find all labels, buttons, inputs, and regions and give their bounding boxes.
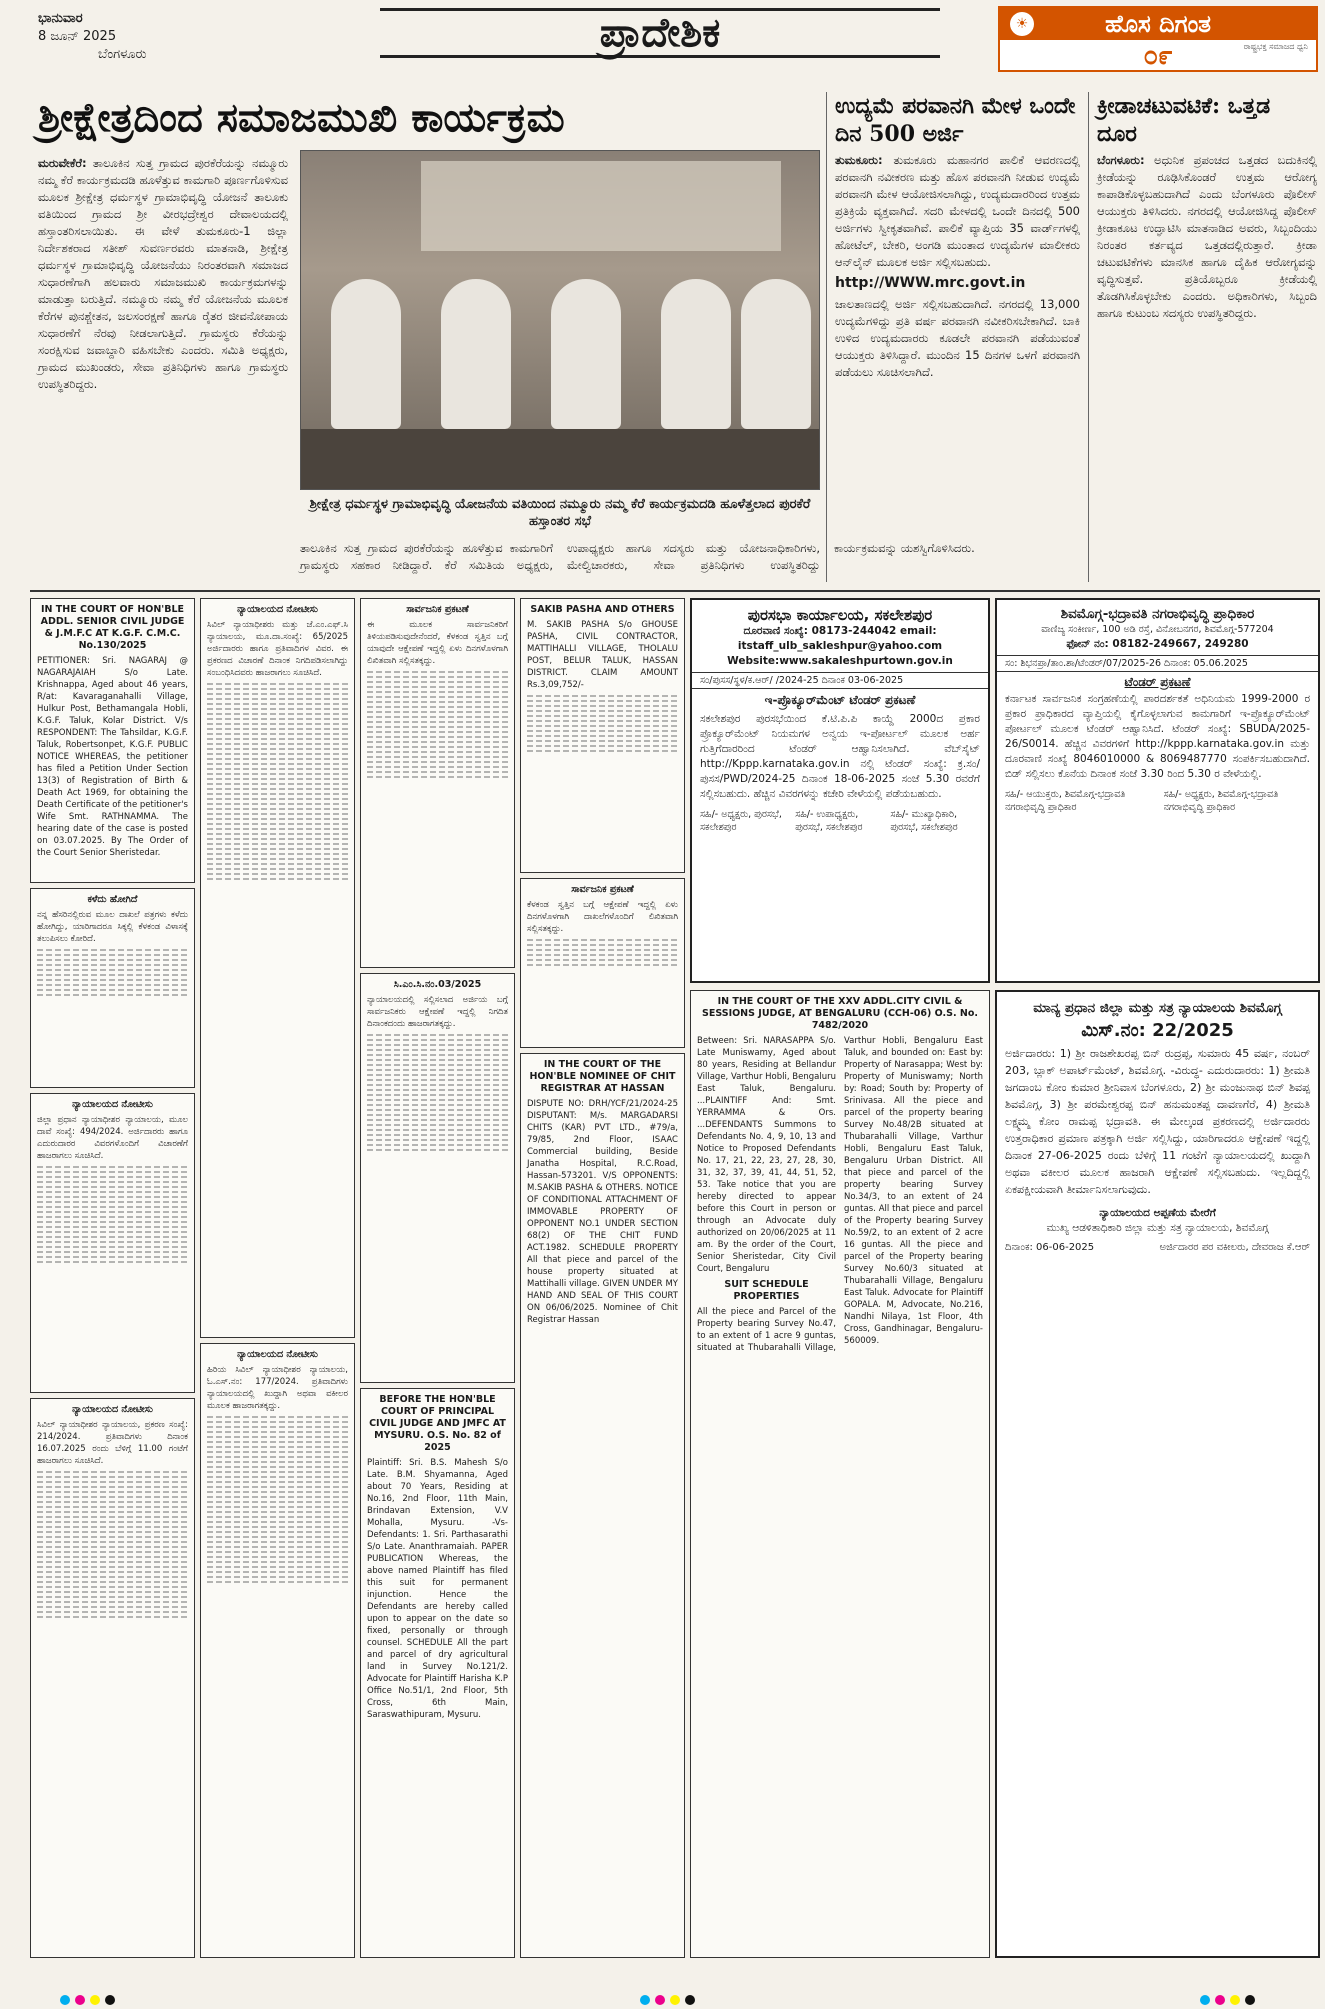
issue-date: 8 ಜೂನ್ 2025 xyxy=(38,29,117,44)
registration-dot xyxy=(90,1995,100,2005)
shimoga-advocate: ಅರ್ಜಿದಾರರ ಪರ ವಕೀಲರು, ದೇವರಾಜ ಕೆ.ಆರ್ xyxy=(1159,1242,1310,1253)
registration-dot xyxy=(655,1995,665,2005)
notice-body: Between: Sri. NARASAPPA S/o. Late Muniswamy, Aged about 80 years, Residing at Bellandur Village, Varthur Hobli, Bengaluru East Taluk, Bengaluru. ...PLAINTIFF And: Smt. YERRAMMA & Ors. ...DEFENDANTS Summons to Defendants No. 4, 9, 10, 13 and Notice to Proposed Defendants No. 17, 21, 22, 23, 27, 28, 30, 31, 32, 37, 39, 41, 44, 51, 52, 53. Take notice that you are hereby directed to appear before this Court in person or through an Advocate duly authorized on 20/06/2025 at 11 am. By the order of the Court, Senior Sheristedar, City Civil Court, Bengaluru xyxy=(697,1036,836,1274)
notice-title: IN THE COURT OF HON'BLE ADDL. SENIOR CIVIL JUDGE & J.M.F.C AT K.G.F. C.M.C. No.130/2025 xyxy=(40,604,185,651)
brand-tagline: ರಾಷ್ಟ್ರಭಕ್ತ ಸಮಾಜದ ಧ್ವನಿ xyxy=(1243,42,1308,51)
notice-title: ನ್ಯಾಯಾಲಯದ ನೋಟೀಸು xyxy=(237,604,318,615)
notice-body: ಈ ಮೂಲಕ ಸಾರ್ವಜನಿಕರಿಗೆ ತಿಳಿಯಪಡಿಸುವುದೇನೆಂದರೆ, ಕೆಳಕಂಡ ಸ್ವತ್ತಿನ ಬಗ್ಗೆ ಯಾವುದೇ ಆಕ್ಷೇಪಣೆ ಇದ್ದಲ್ಲಿ ಏಳು ದಿನಗಳೊಳಗಾಗಿ ಲಿಖಿತವಾಗಿ ಸಲ್ಲಿಸತಕ್ಕದ್ದು. xyxy=(367,620,508,666)
lead-body-lower-text: ತಾಲೂಕಿನ ಸುತ್ತ ಗ್ರಾಮದ ಪುರಕೆರೆಯನ್ನು ಹೂಳೆತ್ತುವ ಕಾಮಗಾರಿಗೆ ಗ್ರಾಮಸ್ಥರು ಸಹಕಾರ ನೀಡಿದ್ದಾರೆ. ಕೆರೆ ಸಮಿತಿಯ ಅಧ್ಯಕ್ಷರು, ಉಪಾಧ್ಯಕ್ಷರು ಹಾಗೂ ಸದಸ್ಯರು ಮತ್ತು ಯೋಜನಾಧಿಕಾರಿಗಳು, ಮೇಲ್ವಿಚಾರಕರು, ಸೇವಾ ಪ್ರತಿನಿಧಿಗಳು ಉಪಸ್ಥಿತರಿದ್ದು ಕಾರ್ಯಕ್ರಮವನ್ನು ಯಶಸ್ವಿಗೊಳಿಸಿದರು. xyxy=(300,541,975,572)
notice-title: ಸಾರ್ವಜನಿಕ ಪ್ರಕಟಣೆ xyxy=(406,604,469,615)
notice-body: ಸಿವಿಲ್ ನ್ಯಾಯಾಧೀಶರ ನ್ಯಾಯಾಲಯ, ಪ್ರಕರಣ ಸಂಖ್ಯೆ: 214/2024. ಪ್ರತಿವಾದಿಗಳು ದಿನಾಂಕ 16.07.2025 ರಂದು ಬೆಳಿಗ್ಗೆ 11.00 ಗಂಟೆಗೆ ಹಾಜರಾಗಲು ಸೂಚಿಸಿದೆ. xyxy=(37,1420,188,1466)
schedule-title: SUIT SCHEDULE PROPERTIES xyxy=(724,1279,809,1302)
suda-address: ವಾಣಿಜ್ಯ ಸಂಕೀರ್ಣ, 100 ಅಡಿ ರಸ್ತೆ, ವಿನೋಬನಗರ, ಶಿವಮೊಗ್ಗ-577204 xyxy=(1041,624,1274,635)
notice-kannada-court xyxy=(200,598,355,1338)
weekday: ಭಾನುವಾರ xyxy=(38,11,83,26)
lead-photo-caption: ಶ್ರೀಕ್ಷೇತ್ರ ಧರ್ಮಸ್ಥಳ ಗ್ರಾಮಾಭಿವೃದ್ಧಿ ಯೋಜನೆಯ ವತಿಯಿಂದ ನಮ್ಮೂರು ನಮ್ಮ ಕೆರೆ ಕಾರ್ಯಕ್ರಮದಡಿ ಹೂಳೆತ್ತಲಾದ ಪುರಕೆರೆ ಹಸ್ತಾಂತರ ಸಭೆ xyxy=(309,497,811,529)
notice-title: ಸಾರ್ವಜನಿಕ ಪ್ರಕಟಣೆ xyxy=(571,884,634,895)
notice-public-1 xyxy=(360,598,515,968)
notice-title: BEFORE THE HON'BLE COURT OF PRINCIPAL CIVIL JUDGE AND JMFC AT MYSURU. O.S. No. 82 of 2025 xyxy=(369,1394,506,1453)
edition-city: ಬೆಂಗಳೂರು xyxy=(98,47,147,62)
story3-body: ಅಧುನಿಕ ಪ್ರಪಂಚದ ಒತ್ತಡದ ಬದುಕಿನಲ್ಲಿ ಕ್ರೀಡೆಯನ್ನು ರೂಢಿಸಿಕೊಂಡರೆ ಉತ್ತಮ ಆರೋಗ್ಯ ಕಾಪಾಡಿಕೊಳ್ಳಬಹುದಾಗಿದೆ ಎಂದು ಬೆಂಗಳೂರು ಪೊಲೀಸ್ ಆಯುಕ್ತರು ತಿಳಿಸಿದರು. ನಗರದಲ್ಲಿ ಆಯೋಜಿಸಿದ್ದ ಪೊಲೀಸ್ ಕ್ರೀಡಾಕೂಟ ಉದ್ಘಾಟಿಸಿ ಮಾತನಾಡಿದ ಅವರು, ಸಿಬ್ಬಂದಿಯು ನಿರಂತರ ಕರ್ತವ್ಯದ ಒತ್ತಡದಲ್ಲಿರುತ್ತಾರೆ. ಕ್ರೀಡಾ ಚಟುವಟಿಕೆಗಳು ಮಾನಸಿಕ ಹಾಗೂ ದೈಹಿಕ ಆರೋಗ್ಯವನ್ನು ವೃದ್ಧಿಸುತ್ತವೆ. ಪ್ರತಿಯೊಬ್ಬರೂ ಕ್ರೀಡೆಯಲ್ಲಿ ತೊಡಗಿಸಿಕೊಳ್ಳಬೇಕು ಎಂದರು. ಅಧಿಕಾರಿಗಳು, ಸಿಬ್ಬಂದಿ ಹಾಗೂ ಕುಟುಂಬ ಸದಸ್ಯರು ಉಪಸ್ಥಿತರಿದ್ದರು. xyxy=(1097,153,1317,320)
story2-dateline: ತುಮಕೂರು: xyxy=(835,153,883,167)
registration-dot xyxy=(1215,1995,1225,2005)
notice-title: ಕಳೆದು ಹೋಗಿದೆ xyxy=(87,894,138,905)
registration-dot xyxy=(60,1995,70,2005)
suda-sign-chairman: ಸಹಿ/- ಅಧ್ಯಕ್ಷರು, ಶಿವಮೊಗ್ಗ-ಭದ್ರಾವತಿ ನಗರಾಭಿವೃದ್ಧಿ ಪ್ರಾಧಿಕಾರ xyxy=(1163,789,1279,813)
section-title: ಪ್ರಾದೇಶಿಕ xyxy=(380,8,940,58)
lamp-logo-icon: ☀ xyxy=(1010,12,1034,36)
notice-title: ನ್ಯಾಯಾಲಯದ ನೋಟೀಸು xyxy=(72,1099,153,1110)
notice-body: Plaintiff: Sri. B.S. Mahesh S/o Late. B.M. Shyamanna, Aged about 70 Years, Residing at No.16, 2nd Floor, 11th Main, Brindavan Extension, V.V Mohalla, Mysuru. -Vs- Defendants: 1. Sri. Parthasarathi S/o Late. Ananthramaiah. PAPER PUBLICATION Whereas, the above named Plaintiff has filed this suit for permanent injunction. Hence the Defendants are hereby called upon to appear on the date so fixed, personally or through counsel. SCHEDULE All the part and parcel of dry agricultural land in Survey No.121/2. Advocate for Plaintiff Harisha K.P Office No.51/1, 2nd Floor, 5th Cross, 6th Main, Saraswathipuram, Mysuru. xyxy=(367,1458,508,1720)
shimoga-date: ದಿನಾಂಕ: 06-06-2025 xyxy=(1005,1242,1095,1253)
story3-dateline: ಬೆಂಗಳೂರು: xyxy=(1097,153,1145,167)
story-license-fair xyxy=(835,92,1080,582)
shimoga-title: ಮಾನ್ಯ ಪ್ರಧಾನ ಜಿಲ್ಲಾ ಮತ್ತು ಸತ್ರ ನ್ಯಾಯಾಲಯ ಶಿವಮೊಗ್ಗ xyxy=(1033,1000,1282,1016)
notice-title: IN THE COURT OF THE HON'BLE NOMINEE OF CHIT REGISTRAR AT HASSAN xyxy=(529,1059,676,1094)
shimoga-sign: ನ್ಯಾಯಾಲಯದ ಅಪ್ಪಣೆಯ ಮೇರೆಗೆ xyxy=(1099,1207,1216,1219)
suda-phone: ಫೋನ್ ನಂ: 08182-249667, 249280 xyxy=(1066,638,1249,650)
notice-body: ಸಿವಿಲ್ ನ್ಯಾಯಾಧೀಶರು ಮತ್ತು ಜೆ.ಎಂ.ಎಫ್.ಸಿ ನ್ಯಾಯಾಲಯ, ಮೂ.ದಾ.ಸಂಖ್ಯೆ: 65/2025 ಅರ್ಜಿದಾರರು ಹಾಗೂ ಪ್ರತಿವಾದಿಗಳ ವಿವರ. ಈ ಪ್ರಕರಣದ ವಿಚಾರಣೆ ದಿನಾಂಕ ನಿಗದಿಪಡಿಸಲಾಗಿದ್ದು ಸಂಬಂಧಿಸಿದವರು ಹಾಜರಾಗಲು ಸೂಚಿಸಿದೆ. xyxy=(207,620,348,678)
story2-headline: ಉದ್ಯಮೆ ಪರವಾನಗಿ ಮೇಳ ಒಂದೇ ದಿನ 500 ಅರ್ಜಿ xyxy=(835,93,1076,147)
photo-table xyxy=(301,429,819,489)
notice-cmc-3 xyxy=(360,973,515,1383)
tender-office: ಪುರಸಭಾ ಕಾರ್ಯಾಲಯ, ಸಕಲೇಶಪುರ xyxy=(747,606,933,624)
photo-person xyxy=(441,279,511,429)
registration-dot xyxy=(685,1995,695,2005)
lead-body: ತಾಲೂಕಿನ ಸುತ್ತ ಗ್ರಾಮದ ಪುರಕೆರೆಯನ್ನು ನಮ್ಮೂರು ನಮ್ಮ ಕೆರೆ ಕಾರ್ಯಕ್ರಮದಡಿ ಹೂಳೆತ್ತುವ ಕಾಮಗಾರಿ ಪೂರ್ಣಗೊಳಿಸುವ ಮೂಲಕ ಶ್ರೀಕ್ಷೇತ್ರ ಧರ್ಮಸ್ಥಳ ಗ್ರಾಮಾಭಿವೃದ್ಧಿ ಯೋಜನೆ ತಾಲೂಕು ವತಿಯಿಂದ ಗ್ರಾಮದ ಶ್ರೀ ವೀರಭದ್ರೇಶ್ವರ ದೇವಾಲಯದಲ್ಲಿ ಹಸ್ತಾಂತರಿಸಲಾಯಿತು. ಈ ವೇಳೆ ತುಮಕೂರು-1 ಜಿಲ್ಲಾ ನಿರ್ದೇಶಕರಾದ ಸತೀಶ್ ಸುವರ್ಣರವರು ಮಾತನಾಡಿ, ಶ್ರೀಕ್ಷೇತ್ರ ಧರ್ಮಸ್ಥಳ ಗ್ರಾಮಾಭಿವೃದ್ಧಿ ಯೋಜನೆಯು ನಿರಂತರವಾಗಿ ಸಮಾಜದ ಸುಧಾರಣೆಗಾಗಿ ಹಲವಾರು ಸಮಾಜಮುಖಿ ಕಾರ್ಯಕ್ರಮಗಳನ್ನು ಮಾಡುತ್ತಾ ಬರುತ್ತಿದೆ. ನಮ್ಮೂರು ನಮ್ಮ ಕೆರೆ ಯೋಜನೆಯ ಮೂಲಕ ಕೆರೆಗಳ ಪುನಶ್ಚೇತನ, ಜಲಸಂರಕ್ಷಣೆ ಹಾಗೂ ರೈತರ ಜೀವನೋಪಾಯ ಸುಧಾರಣೆಗೆ ನೆರವು ನೀಡಲಾಗುತ್ತಿದೆ. ಗ್ರಾಮಸ್ಥರು ಕೆರೆಯನ್ನು ಸಂರಕ್ಷಿಸುವ ಜವಾಬ್ದಾರಿ ವಹಿಸಬೇಕು ಎಂದರು. ಸಮಿತಿ ಅಧ್ಯಕ್ಷರು, ಗ್ರಾಮದ ಮುಖಂಡರು, ಸೇವಾ ಪ್ರತಿನಿಧಿಗಳು ಹಾಗೂ ಗ್ರಾಮಸ್ಥರು ಉಪಸ್ಥಿತರಿದ್ದರು. xyxy=(38,156,288,391)
tender-email[interactable]: itstaff_ulb_sakleshpur@yahoo.com xyxy=(737,640,943,652)
masthead xyxy=(0,0,1325,80)
lead-dateline: ಮರುವೇಕೆರೆ: xyxy=(38,156,87,170)
suda-title: ಶಿವಮೊಗ್ಗ-ಭದ್ರಾವತಿ ನಗರಾಭಿವೃದ್ಧಿ ಪ್ರಾಧಿಕಾರ xyxy=(1060,606,1255,622)
shimoga-case: ಮಿಸ್.ನಂ: 22/2025 xyxy=(1081,1020,1234,1041)
lead-body-lower xyxy=(300,540,975,580)
notice-body: ನ್ಯಾಯಾಲಯದಲ್ಲಿ ಸಲ್ಲಿಸಲಾದ ಅರ್ಜಿಯ ಬಗ್ಗೆ ಸಾರ್ವಜನಿಕರು ಆಕ್ಷೇಪಣೆ ಇದ್ದಲ್ಲಿ ನಿಗದಿತ ದಿನಾಂಕದಂದು ಹಾಜರಾಗತಕ್ಕದ್ದು. xyxy=(367,995,508,1029)
tender-ref: ಸಂ/ಪುಸಸ/ಸ್ಥಳ/ಕ.ಆರ್/ /2024-25 ದಿನಾಂಕ 03-06-2025 xyxy=(692,672,988,689)
column-rule xyxy=(826,92,827,582)
notice-body: M. SAKIB PASHA S/o GHOUSE PASHA, CIVIL CONTRACTOR, MATTIHALLI VILLAGE, THOLALU POST, BELUR TALUK, HASSAN DISTRICT. CLAIM AMOUNT Rs.3,09,752/- xyxy=(527,620,678,690)
tender-sakleshpur xyxy=(690,598,990,983)
registration-dot xyxy=(1245,1995,1255,2005)
notice-body: ಹಿರಿಯ ಸಿವಿಲ್ ನ್ಯಾಯಾಧೀಶರ ನ್ಯಾಯಾಲಯ, ಓ.ಎಸ್.ನಂ: 177/2024. ಪ್ರತಿವಾದಿಗಳು ನ್ಯಾಯಾಲಯದಲ್ಲಿ ಖುದ್ದಾಗಿ ಅಥವಾ ವಕೀಲರ ಮೂಲಕ ಹಾಜರಾಗತಕ್ಕದ್ದು. xyxy=(207,1365,348,1411)
tender-sign-officer: ಸಹಿ/- ಮುಖ್ಯಾಧಿಕಾರಿ, ಪುರಸಭೆ, ಸಕಲೇಶಪುರ xyxy=(890,809,958,833)
registration-dot xyxy=(670,1995,680,2005)
tender-body: ಸಕಲೇಶಪುರ ಪುರಸಭೆಯಿಂದ ಕೆ.ಟಿ.ಪಿ.ಪಿ ಕಾಯ್ದೆ 2000ದ ಪ್ರಕಾರ ಪ್ರೊಕ್ಯೂರ್‌ಮೆಂಟ್ ನಿಯಮಗಳ ಅನ್ವಯ ಇ-ಪೋರ್ಟಲ್ ಮೂಲಕ ಅರ್ಹ ಗುತ್ತಿಗೆದಾರರಿಂದ ಟೆಂಡರ್ ಆಹ್ವಾನಿಸಲಾಗಿದೆ. ವೆಬ್‌ಸೈಟ್ http://Kppp.karnataka.gov.in ನಲ್ಲಿ ಟೆಂಡರ್ ಸಂಖ್ಯೆ: ಕ್ರ.ಸಂ/ಪುಸಸ/PWD/2024-25 ದಿನಾಂಕ 18-06-2025 ಸಂಜೆ 5.30 ರವರೆಗೆ ಸಲ್ಲಿಸಬಹುದು. ಹೆಚ್ಚಿನ ವಿವರಗಳನ್ನು ಕಚೇರಿ ವೇಳೆಯಲ್ಲಿ ಪಡೆಯಬಹುದು. xyxy=(700,713,980,800)
notice-title: ನ್ಯಾಯಾಲಯದ ನೋಟೀಸು xyxy=(72,1404,153,1415)
notice-body: ನನ್ನ ಹೆಸರಿನಲ್ಲಿರುವ ಮೂಲ ದಾಖಲೆ ಪತ್ರಗಳು ಕಳೆದು ಹೋಗಿದ್ದು, ಯಾರಿಗಾದರೂ ಸಿಕ್ಕಲ್ಲಿ ಕೆಳಕಂಡ ವಿಳಾಸಕ್ಕೆ ತಲುಪಿಸಲು ಕೋರಿದೆ. xyxy=(37,910,188,944)
registration-dot xyxy=(1200,1995,1210,2005)
notice-column-1 xyxy=(30,1093,195,1393)
suda-ref: ಸಂ: ಶಿಭನಪ್ರಾ/ತಾಂ.ಶಾ/ಟೆಂಡರ್/07/2025-26 ದಿನಾಂಕ: 05.06.2025 xyxy=(997,655,1318,672)
notice-public-2 xyxy=(520,878,685,1048)
notice-sakib-pasha xyxy=(520,598,685,873)
dateline-block xyxy=(38,10,147,64)
notice-court-mysuru xyxy=(360,1388,515,1958)
suda-sub: ಟೆಂಡರ್ ಪ್ರಕಟಣೆ xyxy=(1124,675,1191,689)
brand-name: ಹೊಸ ದಿಗಂತ xyxy=(1000,8,1316,40)
photo-person xyxy=(741,279,811,429)
notice-column-3 xyxy=(200,1343,355,1958)
schedule-body: All the piece and Parcel of the Property bearing Survey No.47, to an extent of 1 acre 9 guntas, situated at Thubarahalli Village, Varthur Hobli, Bengaluru East Taluk, and bounded on: East by: Property of Narasappa; West by: Property of Muniswamy; North by: Road; South by: Property of Srinivasa. All the piece and parcel of the property bearing Survey No.48/2B situated at Thubarahalli Village, Varthur Hobli, Bengaluru East Taluk, Bengaluru Urban District. All that piece and parcel of the property bearing Survey No.34/3, to an extent of 24 guntas. All that piece and parcel of the Property bearing Survey No.59/2, to an extent of 2 acre 16 guntas. All the piece and parcel of the Property bearing Survey No.60/3 situated at Thubarahalli Village, Bengaluru East Taluk. Advocate for Plaintiff GOPALA. M, Advocate, No.216, Nandhi Nilaya, 1st Floor, 4th Cross, Gandhinagar, Bengaluru-560009. xyxy=(697,1036,983,1353)
story2-url[interactable]: http://WWW.mrc.govt.in xyxy=(835,275,1026,291)
shimoga-by: ಮುಖ್ಯ ಆಡಳಿತಾಧಿಕಾರಿ ಜಿಲ್ಲಾ ಮತ್ತು ಸತ್ರ ನ್ಯಾಯಾಲಯ, ಶಿವಮೊಗ್ಗ xyxy=(1046,1222,1269,1234)
registration-dot xyxy=(75,1995,85,2005)
column-rule xyxy=(1088,92,1089,582)
notice-body: ಕೆಳಕಂಡ ಸ್ವತ್ತಿನ ಬಗ್ಗೆ ಆಕ್ಷೇಪಣೆ ಇದ್ದಲ್ಲಿ ಏಳು ದಿನಗಳೊಳಗಾಗಿ ದಾಖಲೆಗಳೊಂದಿಗೆ ಲಿಖಿತವಾಗಿ ಸಲ್ಲಿಸತಕ್ಕದ್ದು. xyxy=(527,900,678,934)
registration-dot xyxy=(640,1995,650,2005)
story3-headline: ಕ್ರೀಡಾಚಟುವಟಿಕೆ: ಒತ್ತಡ ದೂರ xyxy=(1097,93,1271,147)
notice-title: SAKIB PASHA AND OTHERS xyxy=(530,604,675,615)
shimoga-body: ಅರ್ಜಿದಾರರು: 1) ಶ್ರೀ ರಾಜಶೇಖರಪ್ಪ ಬಿನ್ ರುದ್ರಪ್ಪ, ಸುಮಾರು 45 ವರ್ಷ, ನಂಬರ್ 203, ಬ್ಲಾಕ್ ಅಪಾರ್ಟ್‌ಮೆಂಟ್, ಶಿವಮೊಗ್ಗ. -ವಿರುದ್ಧ- ಎದುರುದಾರರು: 1) ಶ್ರೀಮತಿ ಜಗದಾಂಬ ಕೋಂ ಕುಮಾರ ಶ್ರೀನಿವಾಸ ಬೆಂಗಳೂರು, 2) ಶ್ರೀ ಮಂಜುನಾಥ ಬಿನ್ ಶಿವಪ್ಪ ಶಿವಮೊಗ್ಗ, 3) ಶ್ರೀ ಪರಮೇಶ್ವರಪ್ಪ ಬಿನ್ ಹನುಮಂತಪ್ಪ ದಾವಣಗೆರೆ, 4) ಶ್ರೀಮತಿ ಲಕ್ಷ್ಮಮ್ಮ ಕೋಂ ರಾಮಪ್ಪ ಭದ್ರಾವತಿ. ಈ ಮೇಲ್ಕಂಡ ಪ್ರಕರಣದಲ್ಲಿ ಅರ್ಜಿದಾರರು ಉತ್ತರಾಧಿಕಾರ ಪ್ರಮಾಣ ಪತ್ರಕ್ಕಾಗಿ ಅರ್ಜಿ ಸಲ್ಲಿಸಿದ್ದು, ಯಾರಿಗಾದರೂ ಆಕ್ಷೇಪಣೆ ಇದ್ದಲ್ಲಿ ದಿನಾಂಕ 27-06-2025 ರಂದು ಬೆಳಿಗ್ಗೆ 11 ಗಂಟೆಗೆ ನ್ಯಾಯಾಲಯದಲ್ಲಿ ಖುದ್ದಾಗಿ ಅಥವಾ ವಕೀಲರ ಮೂಲಕ ಹಾಜರಾಗಿ ಆಕ್ಷೇಪಣೆ ಸಲ್ಲಿಸಬಹುದು. ಇಲ್ಲದಿದ್ದಲ್ಲಿ ಏಕಪಕ್ಷೀಯವಾಗಿ ತೀರ್ಮಾನಿಸಲಾಗುವುದು. xyxy=(1005,1047,1310,1196)
tender-website[interactable]: Website:www.sakaleshpurtown.gov.in xyxy=(727,655,953,667)
photo-person xyxy=(661,279,731,429)
newspaper-brand xyxy=(998,6,1318,72)
tender-suda xyxy=(995,598,1320,983)
print-registration-strip xyxy=(0,1991,1325,2009)
lead-body-left xyxy=(38,155,288,575)
suda-sign-commissioner: ಸಹಿ/- ಆಯುಕ್ತರು, ಶಿವಮೊಗ್ಗ-ಭದ್ರಾವತಿ ನಗರಾಭಿವೃದ್ಧಿ ಪ್ರಾಧಿಕಾರ xyxy=(1005,789,1126,813)
lead-photo xyxy=(300,150,820,490)
notice-column-2 xyxy=(30,1398,195,1958)
notice-court-kgf xyxy=(30,598,195,883)
notice-title: ಸಿ.ಎಂ.ಸಿ.ನಂ.03/2025 xyxy=(393,979,482,990)
notice-title: ನ್ಯಾಯಾಲಯದ ನೋಟೀಸು xyxy=(237,1349,318,1360)
tender-sign-president: ಸಹಿ/- ಅಧ್ಯಕ್ಷರು, ಪುರಸಭೆ, ಸಕಲೇಶಪುರ xyxy=(700,809,782,833)
lead-headline: ಶ್ರೀಕ್ಷೇತ್ರದಿಂದ ಸಮಾಜಮುಖಿ ಕಾರ್ಯಕ್ರಮ xyxy=(38,94,565,141)
notice-body: PETITIONER: Sri. NAGARAJ @ NAGARAJAIAH S/o Late. Krishnappa, Aged about 46 years, R/at: Kavaraganahalli Village, Hulkur Post, Bethamangala Hobli, K.G.F. Taluk, Kolar District. V/s RESPONDENT: The Tahsildar, K.G.F. Taluk, Robertsonpet, K.G.F. PUBLIC NOTICE WHEREAS, the petitioner has filed a Petition Under Section 13(3) of Registration of Birth & Death Act 1969, for obtaining the Death Certificate of the petitioner's Wife Smt. RATHNAMMA. The hearing date of the case is posted on 03.07.2025. By The Order of the Court Senior Sheristedar. xyxy=(37,656,188,858)
story-sports xyxy=(1097,92,1317,582)
notice-lost xyxy=(30,888,195,1088)
notice-court-hassan xyxy=(520,1053,685,1958)
photo-person xyxy=(551,279,621,429)
notice-body: DISPUTE NO: DRH/YCF/21/2024-25 DISPUTANT: M/s. MARGADARSI CHITS (KAR) PVT LTD., #79/a, 79/85, 2nd Floor, ISAAC Commercial building, Beside Janatha Hospital, R.C.Road, Hassan-573201. V/S OPPONENTS: M.SAKIB PASHA & OTHERS. NOTICE OF CONDITIONAL ATTACHMENT OF IMMOVABLE PROPERTY OF OPPONENT NO.1 UNDER SECTION 68(2) OF THE CHIT FUND ACT.1982. SCHEDULE PROPERTY All that piece and parcel of the house property situated at Mattihalli village. GIVEN UNDER MY HAND AND SEAL OF THIS COURT ON 06/06/2025. Nominee of Chit Registrar Hassan xyxy=(527,1099,678,1325)
notice-body: ಜಿಲ್ಲಾ ಪ್ರಧಾನ ನ್ಯಾಯಾಧೀಶರ ನ್ಯಾಯಾಲಯ, ಮೂಲ ದಾವೆ ಸಂಖ್ಯೆ: 494/2024. ಅರ್ಜಿದಾರರು ಹಾಗೂ ಎದುರುದಾರರ ವಿವರಗಳೊಂದಿಗೆ ವಿಚಾರಣೆಗೆ ಹಾಜರಾಗಲು ಸೂಚಿಸಿದೆ. xyxy=(37,1115,188,1161)
photo-person xyxy=(331,279,401,429)
page-number: ೦೯ xyxy=(1143,41,1173,71)
registration-dot xyxy=(105,1995,115,2005)
lead-headline-box xyxy=(38,92,818,152)
tender-phone: ದೂರವಾಣಿ ಸಂಖ್ಯೆ: 08173-244042 email: xyxy=(743,625,937,637)
notice-court-shimoga xyxy=(995,990,1320,1958)
story2-body: ತುಮಕೂರು ಮಹಾನಗರ ಪಾಲಿಕೆ ಆವರಣದಲ್ಲಿ ಪರವಾನಗಿ ನವೀಕರಣ ಮತ್ತು ಹೊಸ ಪರವಾನಗಿ ನೀಡುವ ಉದ್ಯಮೆ ಪರವಾನಗಿ ಮೇಳ ಆಯೋಜಿಸಲಾಗಿದ್ದು, ಉದ್ಯಮದಾರರಿಂದ ಉತ್ತಮ ಪ್ರತಿಕ್ರಿಯೆ ವ್ಯಕ್ತವಾಗಿದೆ. ಸದರಿ ಮೇಳದಲ್ಲಿ ಒಂದೇ ದಿನದಲ್ಲಿ 500 ಅರ್ಜಿಗಳು ಸ್ವೀಕೃತವಾಗಿವೆ. ಪಾಲಿಕೆ ವ್ಯಾಪ್ತಿಯ 35 ವಾರ್ಡ್‌ಗಳಲ್ಲಿ ಹೋಟೆಲ್, ಬೇಕರಿ, ಅಂಗಡಿ ಮುಂತಾದ ಉದ್ಯಮೆಗಳ ಮಾಲೀಕರು ಆನ್‌ಲೈನ್ ಮೂಲಕ ಅರ್ಜಿ ಸಲ್ಲಿಸಬಹುದು. xyxy=(835,153,1080,269)
story2-body2: ಜಾಲತಾಣದಲ್ಲಿ ಅರ್ಜಿ ಸಲ್ಲಿಸಬಹುದಾಗಿದೆ. ನಗರದಲ್ಲಿ 13,000 ಉದ್ಯಮೆಗಳಿದ್ದು ಪ್ರತಿ ವರ್ಷ ಪರವಾನಗಿ ನವೀಕರಿಸಬೇಕಾಗಿದೆ. ಬಾಕಿ ಉಳಿದ ಉದ್ಯಮದಾರರು ಕೂಡಲೇ ಪರವಾನಗಿ ಪಡೆಯುವಂತೆ ಆಯುಕ್ತರು ತಿಳಿಸಿದ್ದಾರೆ. ಮುಂದಿನ 15 ದಿನಗಳ ಒಳಗೆ ಪರವಾನಗಿ ಪಡೆಯಲು ಸೂಚಿಸಲಾಗಿದೆ. xyxy=(835,297,1080,379)
fold-rule xyxy=(30,590,1320,592)
tender-sign-vice: ಸಹಿ/- ಉಪಾಧ್ಯಕ್ಷರು, ಪುರಸಭೆ, ಸಕಲೇಶಪುರ xyxy=(795,809,863,833)
tender-title: ಇ-ಪ್ರೊಕ್ಯೂರ್‌ಮೆಂಟ್ ಟೆಂಡರ್ ಪ್ರಕಟಣೆ xyxy=(764,693,916,707)
photo-banner xyxy=(421,161,781,251)
notice-title: IN THE COURT OF THE XXV ADDL.CITY CIVIL & SESSIONS JUDGE, AT BENGALURU (CCH-06) O.S. No. 7482/2020 xyxy=(701,996,978,1031)
suda-body: ಕರ್ನಾಟಕ ಸಾರ್ವಜನಿಕ ಸಂಗ್ರಹಣೆಯಲ್ಲಿ ಪಾರದರ್ಶಕತೆ ಅಧಿನಿಯಮ 1999-2000 ರ ಪ್ರಕಾರ ಪ್ರಾಧಿಕಾರದ ವ್ಯಾಪ್ತಿಯಲ್ಲಿ ಕೈಗೊಳ್ಳಲಾಗುವ ಕಾಮಗಾರಿಗೆ ಇ-ಪ್ರೊಕ್ಯೂರ್‌ಮೆಂಟ್ ಪೋರ್ಟಲ್ ಮೂಲಕ ಟೆಂಡರ್ ಆಹ್ವಾನಿಸಿದೆ. ಟೆಂಡರ್ ಸಂಖ್ಯೆ: SBUDA/2025-26/S0014. ಹೆಚ್ಚಿನ ವಿವರಗಳಿಗೆ http://kppp.karnataka.gov.in ಮತ್ತು ದೂರವಾಣಿ ಸಂಖ್ಯೆ 8046010000 & 8069487770 ಸಂಪರ್ಕಿಸಬಹುದಾಗಿದೆ. ಬಿಡ್ ಸಲ್ಲಿಸಲು ಕೊನೆಯ ದಿನಾಂಕ ಸಂಜೆ 3.30 ರಿಂದ 5.30 ರ ವೇಳೆಯಲ್ಲಿ. xyxy=(1005,693,1310,780)
registration-dot xyxy=(1230,1995,1240,2005)
notice-court-bengaluru xyxy=(690,990,990,1958)
